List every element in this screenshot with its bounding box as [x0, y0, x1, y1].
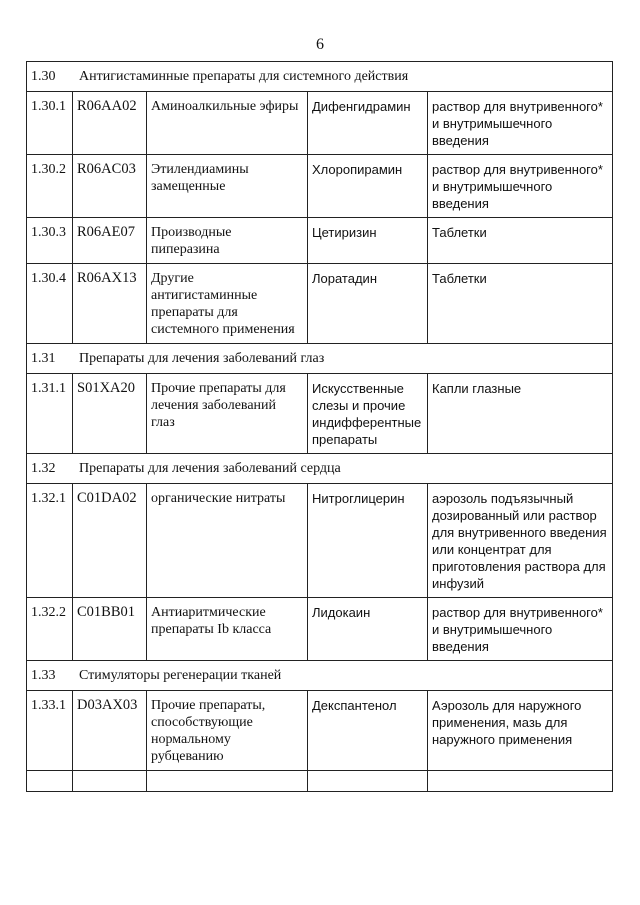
table-bottom-spacer-row — [27, 771, 613, 792]
dosage-form-cell: Аэрозоль для наружного применения, мазь для наружного применения — [428, 691, 613, 771]
pharmacological-group-cell: Прочие препараты для лечения заболеваний глаз — [147, 374, 308, 454]
section-header-cell — [27, 661, 613, 691]
page-number: 6 — [316, 36, 324, 53]
table-row — [27, 691, 613, 771]
drug-name-cell: Нитроглицерин — [308, 484, 428, 598]
pharmacological-group-cell: Антиаритмические препараты Ib класса — [147, 598, 308, 661]
empty-cell — [428, 771, 613, 792]
section-header-row — [27, 661, 613, 691]
section-header-cell — [27, 454, 613, 484]
table-row — [27, 92, 613, 155]
table-row — [27, 374, 613, 454]
section-header-cell — [27, 62, 613, 92]
section-code: 1.32 — [31, 461, 56, 476]
empty-cell — [147, 771, 308, 792]
section-title: Антигистаминные препараты для системного действия — [79, 69, 409, 84]
atc-code-cell: R06AX13 — [73, 264, 147, 344]
drug-name-cell: Лидокаин — [308, 598, 428, 661]
empty-cell — [73, 771, 147, 792]
dosage-form-cell: раствор для внутривенного* и внутримышечного введения — [428, 598, 613, 661]
pharmacological-group-cell: Производные пиперазина — [147, 218, 308, 264]
drug-name-cell: Декспантенол — [308, 691, 428, 771]
empty-cell — [27, 771, 73, 792]
section-header-row — [27, 454, 613, 484]
item-number-cell: 1.32.1 — [27, 484, 73, 598]
section-title: Стимуляторы регенерации тканей — [79, 668, 282, 683]
drug-name-cell: Искусственные слезы и прочие индифферентные препараты — [308, 374, 428, 454]
pharmacological-group-cell: Другие антигистаминные препараты для системного применения — [147, 264, 308, 344]
table-row — [27, 598, 613, 661]
table-row — [27, 264, 613, 344]
pharmacological-group-cell: Этилендиамины замещенные — [147, 155, 308, 218]
table-row — [27, 484, 613, 598]
pharmacological-group-cell: органические нитраты — [147, 484, 308, 598]
dosage-form-cell: раствор для внутривенного* и внутримышечного введения — [428, 92, 613, 155]
item-number-cell: 1.30.3 — [27, 218, 73, 264]
section-code: 1.33 — [31, 668, 56, 683]
section-code: 1.31 — [31, 351, 56, 366]
table-row — [27, 218, 613, 264]
section-title: Препараты для лечения заболеваний глаз — [79, 351, 325, 366]
medication-list-table — [26, 61, 613, 792]
dosage-form-cell: раствор для внутривенного* и внутримышечного введения — [428, 155, 613, 218]
atc-code-cell: S01XA20 — [73, 374, 147, 454]
section-header-row — [27, 344, 613, 374]
dosage-form-cell: Таблетки — [428, 218, 613, 264]
atc-code-cell: D03AX03 — [73, 691, 147, 771]
item-number-cell: 1.31.1 — [27, 374, 73, 454]
atc-code-cell: R06AE07 — [73, 218, 147, 264]
item-number-cell: 1.32.2 — [27, 598, 73, 661]
item-number-cell: 1.33.1 — [27, 691, 73, 771]
table-row — [27, 155, 613, 218]
drug-name-cell: Дифенгидрамин — [308, 92, 428, 155]
section-code: 1.30 — [31, 69, 56, 84]
table-body — [27, 62, 613, 792]
section-title: Препараты для лечения заболеваний сердца — [79, 461, 341, 476]
item-number-cell: 1.30.2 — [27, 155, 73, 218]
section-header-cell — [27, 344, 613, 374]
pharmacological-group-cell: Аминоалкильные эфиры — [147, 92, 308, 155]
item-number-cell: 1.30.1 — [27, 92, 73, 155]
item-number-cell: 1.30.4 — [27, 264, 73, 344]
section-header-row — [27, 62, 613, 92]
atc-code-cell: C01DA02 — [73, 484, 147, 598]
dosage-form-cell: Капли глазные — [428, 374, 613, 454]
pharmacological-group-cell: Прочие препараты, способствующие нормальному рубцеванию — [147, 691, 308, 771]
atc-code-cell: R06AA02 — [73, 92, 147, 155]
empty-cell — [308, 771, 428, 792]
drug-name-cell: Цетиризин — [308, 218, 428, 264]
dosage-form-cell: Таблетки — [428, 264, 613, 344]
atc-code-cell: R06AC03 — [73, 155, 147, 218]
dosage-form-cell: аэрозоль подъязычный дозированный или раствор для внутривенного введения или концентрат для приготовления раствора для инфузий — [428, 484, 613, 598]
drug-name-cell: Хлоропирамин — [308, 155, 428, 218]
drug-name-cell: Лоратадин — [308, 264, 428, 344]
atc-code-cell: C01BB01 — [73, 598, 147, 661]
